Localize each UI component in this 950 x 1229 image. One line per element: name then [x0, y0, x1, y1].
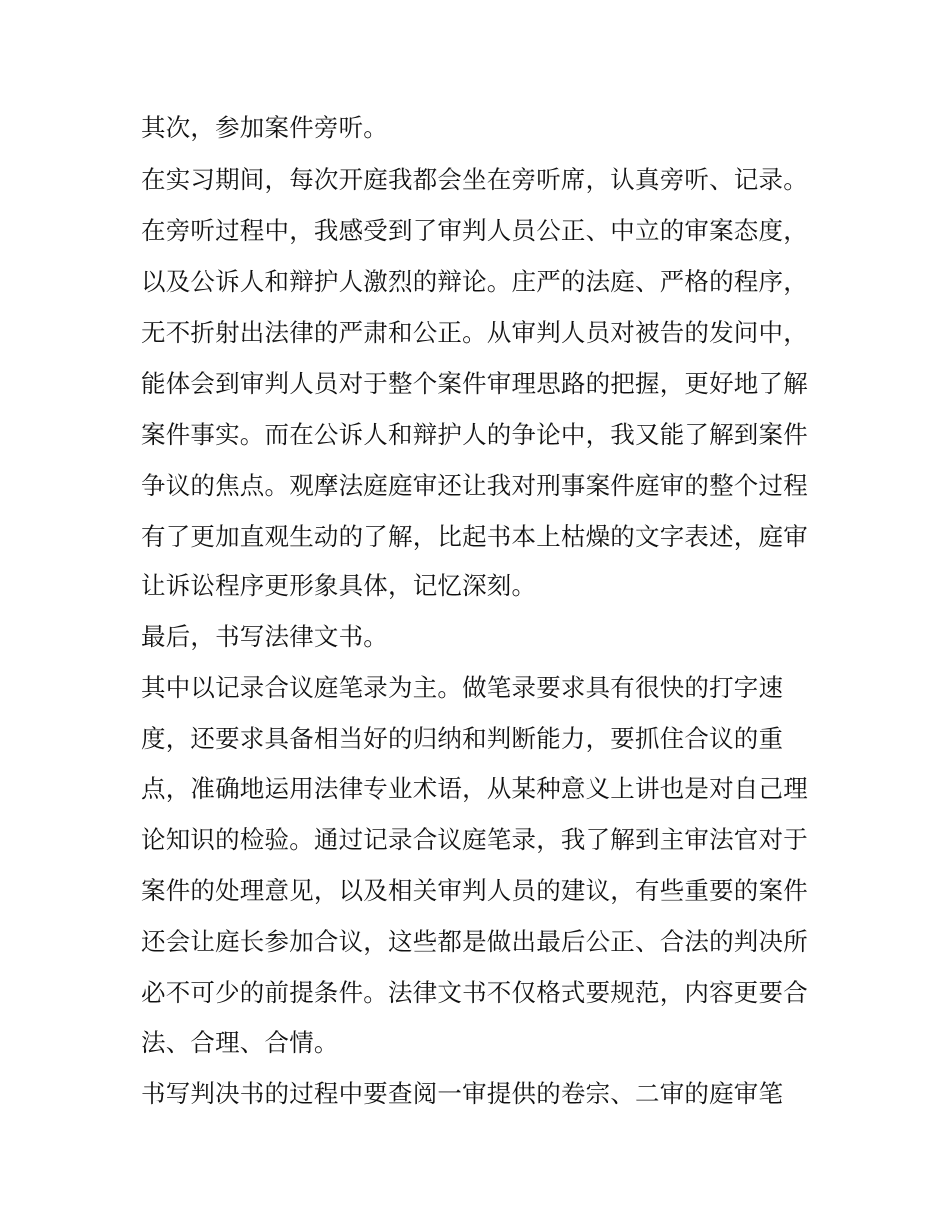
text-line: 有了更加直观生动的了解，比起书本上枯燥的文字表述，庭审: [141, 522, 808, 551]
text-line: 在实习期间，每次开庭我都会坐在旁听席，认真旁听、记录。: [141, 165, 808, 194]
text-line: 案件的处理意见，以及相关审判人员的建议，有些重要的案件: [141, 876, 808, 905]
text-line: 最后，书写法律文书。: [141, 622, 388, 651]
text-line: 论知识的检验。通过记录合议庭笔录，我了解到主审法官对于: [141, 825, 808, 854]
text-line: 其次，参加案件旁听。: [141, 113, 388, 142]
text-line: 度，还要求具备相当好的归纳和判断能力，要抓住合议的重: [141, 724, 784, 753]
text-line: 案件事实。而在公诉人和辩护人的争论中，我又能了解到案件: [141, 420, 808, 449]
text-line: 点，准确地运用法律专业术语，从某种意义上讲也是对自己理: [141, 774, 808, 803]
text-line: 让诉讼程序更形象具体，记忆深刻。: [141, 571, 537, 600]
text-line: 能体会到审判人员对于整个案件审理思路的把握，更好地了解: [141, 369, 808, 398]
text-line: 法、合理、合情。: [141, 1028, 339, 1057]
text-line: 还会让庭长参加合议，这些都是做出最后公正、合法的判决所: [141, 927, 808, 956]
text-line: 争议的焦点。观摩法庭庭审还让我对刑事案件庭审的整个过程: [141, 471, 808, 500]
text-line: 以及公诉人和辩护人激烈的辩论。庄严的法庭、严格的程序，: [141, 267, 808, 296]
text-line: 必不可少的前提条件。法律文书不仅格式要规范，内容更要合: [141, 978, 808, 1007]
text-line: 其中以记录合议庭笔录为主。做笔录要求具有很快的打字速: [141, 673, 784, 702]
text-line: 书写判决书的过程中要查阅一审提供的卷宗、二审的庭审笔: [141, 1079, 784, 1108]
text-line: 在旁听过程中，我感受到了审判人员公正、中立的审案态度，: [141, 216, 808, 245]
text-line: 无不折射出法律的严肃和公正。从审判人员对被告的发问中，: [141, 318, 808, 347]
